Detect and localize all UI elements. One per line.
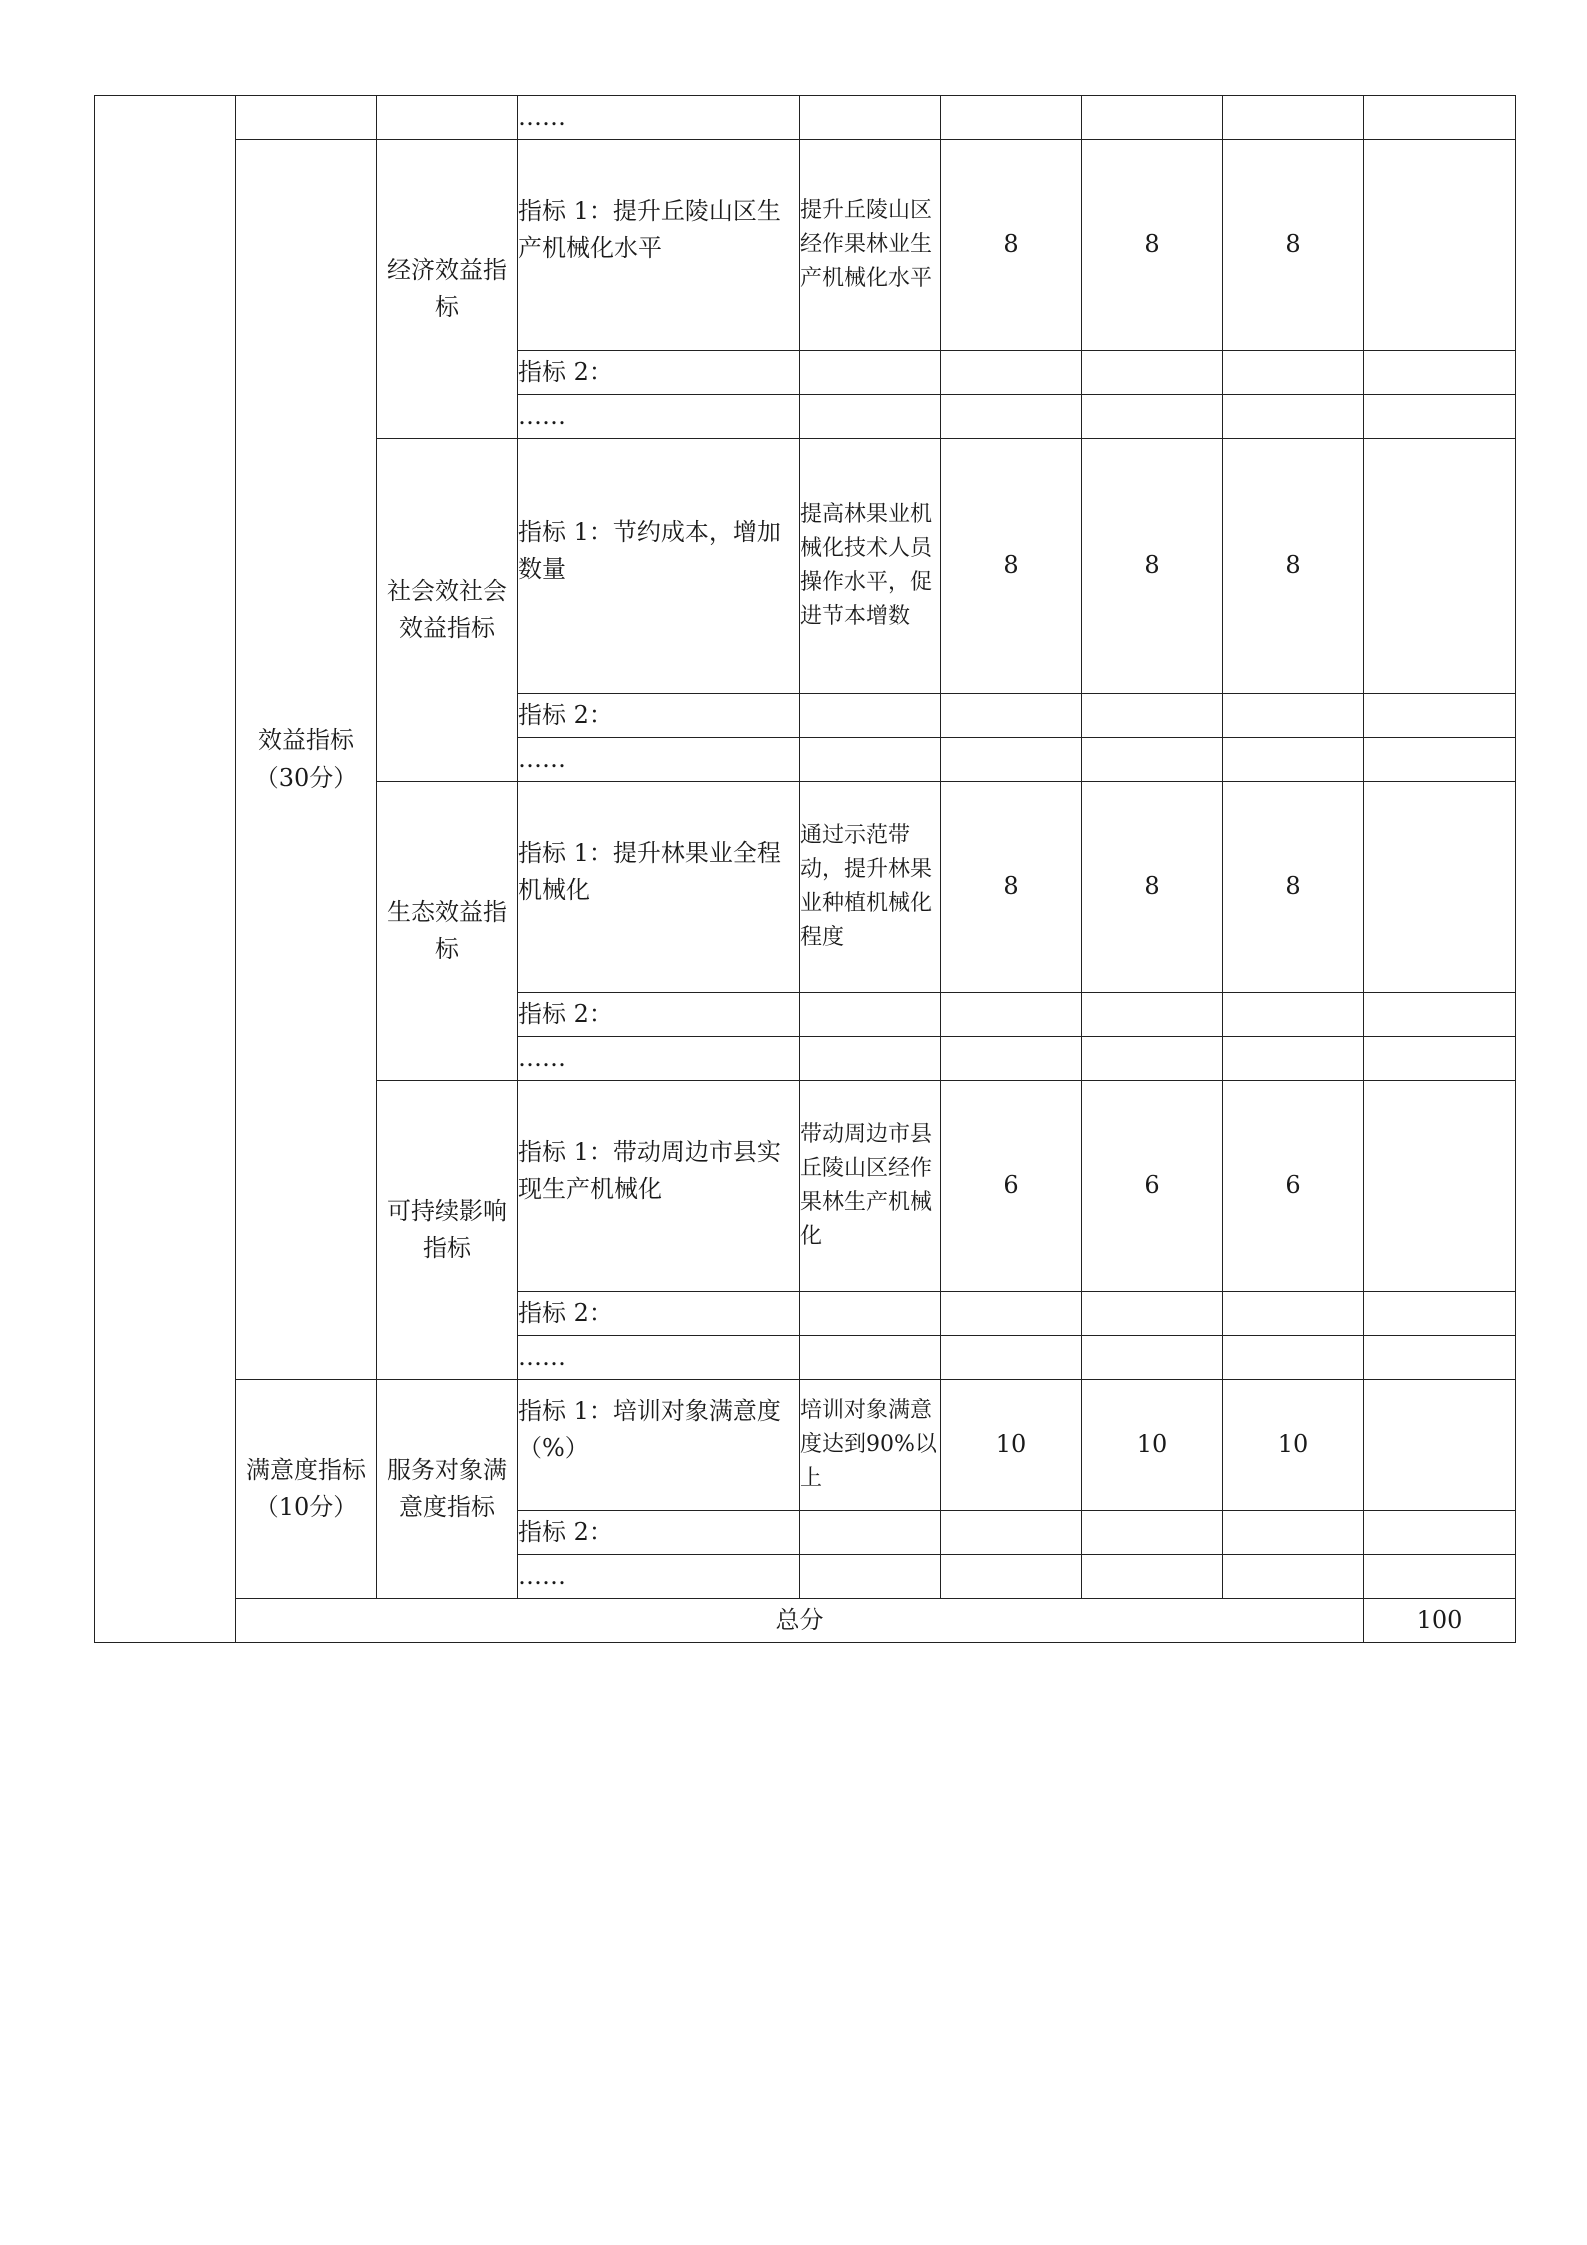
cell bbox=[800, 738, 941, 782]
cell bbox=[1364, 694, 1516, 738]
cell bbox=[941, 993, 1082, 1037]
target-value-cell: 带动周边市县丘陵山区经作果林生产机械化 bbox=[800, 1081, 941, 1292]
cell bbox=[1082, 1037, 1223, 1081]
indicator-cell: 指标 2： bbox=[518, 1292, 800, 1336]
score-cell: 8 bbox=[1223, 439, 1364, 694]
indicator-cell: 指标 2： bbox=[518, 993, 800, 1037]
score-cell: 10 bbox=[1223, 1380, 1364, 1511]
cell bbox=[1223, 1037, 1364, 1081]
table-row bbox=[95, 140, 1516, 351]
satisfaction-category-label: 满意度指标（10分） bbox=[236, 1380, 377, 1599]
cell bbox=[1223, 993, 1364, 1037]
indicator-cell bbox=[518, 782, 800, 993]
target-value-cell: 提高林果业机械化技术人员操作水平，促进节本增数 bbox=[800, 439, 941, 694]
cell bbox=[1082, 1555, 1223, 1599]
cell bbox=[800, 1511, 941, 1555]
indicator-cell bbox=[518, 1081, 800, 1292]
ecological-benefit-label: 生态效益指标 bbox=[377, 782, 518, 1081]
cell bbox=[1364, 1555, 1516, 1599]
ellipsis-cell: …… bbox=[518, 96, 800, 140]
cell bbox=[941, 738, 1082, 782]
cell bbox=[800, 694, 941, 738]
cell bbox=[1364, 1081, 1516, 1292]
cell bbox=[941, 351, 1082, 395]
cell bbox=[800, 1037, 941, 1081]
indicator-cell: 指标 2： bbox=[518, 351, 800, 395]
performance-indicator-table bbox=[94, 95, 1516, 1643]
score-cell: 6 bbox=[1223, 1081, 1364, 1292]
cell bbox=[1223, 1336, 1364, 1380]
indicator-text: 指标 1：培训对象满意度（%） bbox=[518, 1396, 781, 1462]
score-cell: 8 bbox=[1082, 140, 1223, 351]
table-row bbox=[95, 1380, 1516, 1511]
cell bbox=[1364, 96, 1516, 140]
cell bbox=[1364, 140, 1516, 351]
cell bbox=[1082, 1292, 1223, 1336]
cell bbox=[1223, 694, 1364, 738]
service-satisfaction-label: 服务对象满意度指标 bbox=[377, 1380, 518, 1599]
ellipsis-cell: …… bbox=[518, 1555, 800, 1599]
cell bbox=[941, 1555, 1082, 1599]
cell bbox=[800, 351, 941, 395]
cell bbox=[1364, 351, 1516, 395]
ellipsis-cell: …… bbox=[518, 395, 800, 439]
indicator-text: 指标 1：提升林果业全程机械化 bbox=[518, 838, 781, 904]
cell bbox=[1364, 1037, 1516, 1081]
score-cell: 8 bbox=[1223, 140, 1364, 351]
score-cell: 8 bbox=[1082, 782, 1223, 993]
score-cell: 8 bbox=[1082, 439, 1223, 694]
cell bbox=[1082, 1511, 1223, 1555]
indicator-cell bbox=[518, 140, 800, 351]
cell bbox=[236, 96, 377, 140]
cell bbox=[1223, 96, 1364, 140]
cell bbox=[800, 1336, 941, 1380]
social-benefit-label: 社会效社会效益指标 bbox=[377, 439, 518, 782]
cell bbox=[800, 1555, 941, 1599]
indicator-cell: 指标 2： bbox=[518, 694, 800, 738]
indicator-cell: 指标 2： bbox=[518, 1511, 800, 1555]
cell bbox=[1223, 1511, 1364, 1555]
cell bbox=[1223, 1292, 1364, 1336]
ellipsis-cell: …… bbox=[518, 1336, 800, 1380]
indicator-text: 指标 1：节约成本，增加数量 bbox=[518, 517, 781, 583]
cell bbox=[800, 395, 941, 439]
benefit-category-label: 效益指标（30分） bbox=[236, 140, 377, 1380]
cell bbox=[1364, 782, 1516, 993]
cell bbox=[800, 1292, 941, 1336]
cell bbox=[1223, 351, 1364, 395]
total-row bbox=[95, 1599, 1516, 1643]
cell bbox=[1082, 96, 1223, 140]
cell bbox=[1364, 1511, 1516, 1555]
cell bbox=[1223, 395, 1364, 439]
target-value-cell: 培训对象满意度达到90%以上 bbox=[800, 1380, 941, 1511]
indicator-cell bbox=[518, 439, 800, 694]
sustainable-impact-label: 可持续影响指标 bbox=[377, 1081, 518, 1380]
cell bbox=[1364, 1380, 1516, 1511]
score-cell: 8 bbox=[1223, 782, 1364, 993]
ellipsis-cell: …… bbox=[518, 738, 800, 782]
cell bbox=[941, 1336, 1082, 1380]
cell bbox=[941, 1511, 1082, 1555]
target-value-cell: 通过示范带动，提升林果业种植机械化程度 bbox=[800, 782, 941, 993]
cell bbox=[1082, 993, 1223, 1037]
cell bbox=[1082, 694, 1223, 738]
score-cell: 6 bbox=[941, 1081, 1082, 1292]
indicator-text: 指标 1：提升丘陵山区生产机械化水平 bbox=[518, 196, 781, 262]
cell bbox=[1364, 395, 1516, 439]
cell bbox=[941, 694, 1082, 738]
cell bbox=[1223, 738, 1364, 782]
cell bbox=[1364, 1292, 1516, 1336]
target-value-cell: 提升丘陵山区经作果林业生产机械化水平 bbox=[800, 140, 941, 351]
cell bbox=[1364, 439, 1516, 694]
score-cell: 8 bbox=[941, 782, 1082, 993]
total-score-cell: 100 bbox=[1364, 1599, 1516, 1643]
cell bbox=[1082, 738, 1223, 782]
cell bbox=[800, 96, 941, 140]
cell bbox=[800, 993, 941, 1037]
cell bbox=[1364, 1336, 1516, 1380]
cell bbox=[1223, 1555, 1364, 1599]
cell bbox=[941, 395, 1082, 439]
score-cell: 6 bbox=[1082, 1081, 1223, 1292]
cell bbox=[377, 96, 518, 140]
table-row bbox=[95, 96, 1516, 140]
economic-benefit-label: 经济效益指标 bbox=[377, 140, 518, 439]
cell bbox=[941, 1037, 1082, 1081]
cell bbox=[1082, 1336, 1223, 1380]
score-cell: 10 bbox=[1082, 1380, 1223, 1511]
indicator-cell bbox=[518, 1380, 800, 1511]
cell bbox=[1364, 993, 1516, 1037]
ellipsis-cell: …… bbox=[518, 1037, 800, 1081]
indicator-text: 指标 1：带动周边市县实现生产机械化 bbox=[518, 1137, 781, 1203]
cell bbox=[1364, 738, 1516, 782]
cell bbox=[941, 1292, 1082, 1336]
primary-category-cell bbox=[95, 96, 236, 1643]
cell bbox=[1082, 395, 1223, 439]
cell bbox=[941, 96, 1082, 140]
total-label: 总分 bbox=[236, 1599, 1364, 1643]
score-cell: 10 bbox=[941, 1380, 1082, 1511]
cell bbox=[1082, 351, 1223, 395]
score-cell: 8 bbox=[941, 439, 1082, 694]
score-cell: 8 bbox=[941, 140, 1082, 351]
